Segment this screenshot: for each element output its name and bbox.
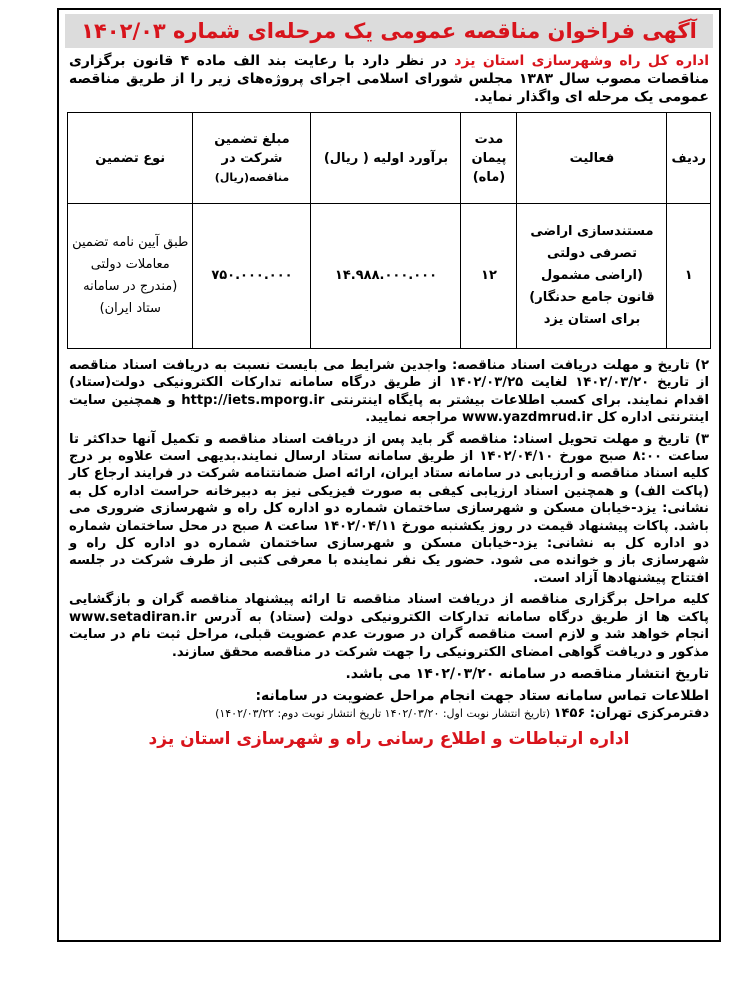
contact-heading: اطلاعات تماس سامانه ستاد جهت انجام مراحل عضویت در سامانه: <box>255 687 709 704</box>
section-setad-process <box>69 591 709 661</box>
intro-text: در نظر دارد با رعایت بند الف ماده ۴ قانون برگزاری مناقصات مصوب سال ۱۳۸۳ مجلس شورای اسلامی اجرای پروژه‌های زیر را از طریق مناقصه عمومی یک مرحله ای واگذار نماید. <box>69 53 710 105</box>
header-duration: مدت پیمان (ماه) <box>461 113 517 204</box>
office-label: دفترمرکزی تهران: <box>585 705 709 721</box>
publish-dates: (تاریخ انتشار نوبت اول: ۱۴۰۲/۰۳/۲۰ تاریخ انتشار نوبت دوم: ۱۴۰۲/۰۳/۲۲) <box>215 706 554 720</box>
cell-guarantee-type: طبق آیین نامه تضمین معاملات دولتی (مندرج در سامانه ستاد ایران) <box>68 204 193 349</box>
table-row <box>68 204 711 349</box>
publish-label: تاریخ انتشار مناقصه در سامانه <box>494 665 709 682</box>
publish-suffix: می باشد. <box>345 665 416 682</box>
intro-paragraph <box>69 52 709 106</box>
header-guarantee-amount-unit: مناقصه(ریال) <box>214 170 290 184</box>
section4-text2: انجام خواهد شد و لازم است مناقصه گران در صورت عدم عضویت قبلی، مراحل ثبت نام در سایت مذکور و دریافت گواهی امضای الکترونیکی را جهت شرکت در مناقصه محقق سازند. <box>69 627 709 660</box>
header-activity: فعالیت <box>517 113 667 204</box>
section4-text: کلیه مراحل برگزاری مناقصه از دریافت اسناد مناقصه تا ارائه پیشنهاد مناقصه گران و بازگشایی پاکت ها از طریق درگاه سامانه تدارکات الکترونیکی دولت (ستاد) به آدرس <box>69 592 709 625</box>
tender-items-table <box>67 112 711 349</box>
header-estimate: برآورد اولیه ( ریال) <box>311 113 461 204</box>
notice-body <box>69 357 709 661</box>
section2-text2: و همچنین سایت اینترنتی اداره کل <box>69 392 709 426</box>
section3-text: مناقصه گر باید پس از دریافت اسناد مناقصه و تکمیل آنها حداکثر تا ساعت ۸:۰۰ صبح مورخ ۱۴۰۲/۰۴/۱۰ از طریق سامانه ستاد ارسال نمایند.بدیهی است علاوه بر درج کلیه اسناد مناقصه و ارزیابی در سامانه ستاد ایران، ارائه اصل ضمانتنامه شرکت در فرایند ارجاع کار (پاکت الف) و همچنین اسناد ارزیابی کیفی به صورت فیزیکی نیز به دبیرخانه حراست اداره کل به نشانی: یزد-خیابان مسکن و شهرسازی ساختمان شماره دو اداره کل راه و شهرسازی ضروری می باشد. پاکات پیشنهاد قیمت در روز یکشنبه مورخ ۱۴۰۲/۰۴/۱۱ ساعت ۸ صبح در محل ساختمان شماره دو اداره کل به نشانی: یزد-خیابان مسکن و شهرسازی ساختمان شماره دو اداره کل راه و شهرسازی باز و خوانده می شود. حضور یک نفر نماینده با معرفی کتبی از طرف شرکت در جلسه افتتاح پیشنهادها آزاد است. <box>69 431 709 586</box>
section2-heading: ۲) تاریخ و مهلت دریافت اسناد مناقصه: <box>451 358 709 373</box>
section-document-receipt <box>69 357 709 427</box>
tender-notice <box>57 8 721 942</box>
section2-text: واجدین شرایط می بایست نسبت به دریافت اسناد مناقصه از تاریخ ۱۴۰۲/۰۳/۲۰ لغایت ۱۴۰۲/۰۳/۲۵ از طریق درگاه سامانه تدارکات الکترونیکی دولت(ستاد) اقدام نمایند. برای کسب اطلاعات بیشتر به پایگاه اینترنتی <box>69 358 709 408</box>
office-line <box>69 705 709 723</box>
office-number: ۱۴۵۶ <box>553 705 586 721</box>
section-document-delivery <box>69 431 709 588</box>
header-guarantee-amount-text: مبلغ تضمین شرکت در <box>214 131 290 166</box>
cell-guarantee-amount: ۷۵۰.۰۰۰.۰۰۰ <box>193 204 311 349</box>
publish-date-line <box>69 665 709 683</box>
section3-heading: ۳) تاریخ و مهلت تحویل اسناد: <box>512 431 709 447</box>
section2-text3: مراجعه نمایید. <box>365 410 463 426</box>
publish-date: ۱۴۰۲/۰۳/۲۰ <box>415 665 495 682</box>
organization-name: اداره کل راه وشهرسازی استان یزد <box>454 53 710 69</box>
footer-organization: اداره ارتباطات و اطلاع رسانی راه و شهرسازی استان یزد <box>148 728 630 749</box>
header-guarantee-type: نوع تضمین <box>68 113 193 204</box>
notice-title: آگهی فراخوان مناقصه عمومی یک مرحله‌ای شماره ۱۴۰۲/۰۳ <box>65 14 713 48</box>
cell-row-number: ۱ <box>667 204 711 349</box>
cell-activity: مستندسازی اراضی تصرفی دولتی (اراضی مشمول قانون جامع حدنگار) برای استان یزد <box>517 204 667 349</box>
cell-estimate: ۱۴.۹۸۸.۰۰۰.۰۰۰ <box>311 204 461 349</box>
table-header-row <box>68 113 711 204</box>
cell-duration: ۱۲ <box>461 204 517 349</box>
setadiran-link[interactable]: www.setadiran.ir <box>69 609 197 625</box>
header-guarantee-amount <box>193 113 311 204</box>
yazdmrud-link[interactable]: www.yazdmrud.ir <box>462 410 593 426</box>
iets-link[interactable]: http://iets.mporg.ir <box>181 392 325 408</box>
header-row-number: ردیف <box>667 113 711 204</box>
